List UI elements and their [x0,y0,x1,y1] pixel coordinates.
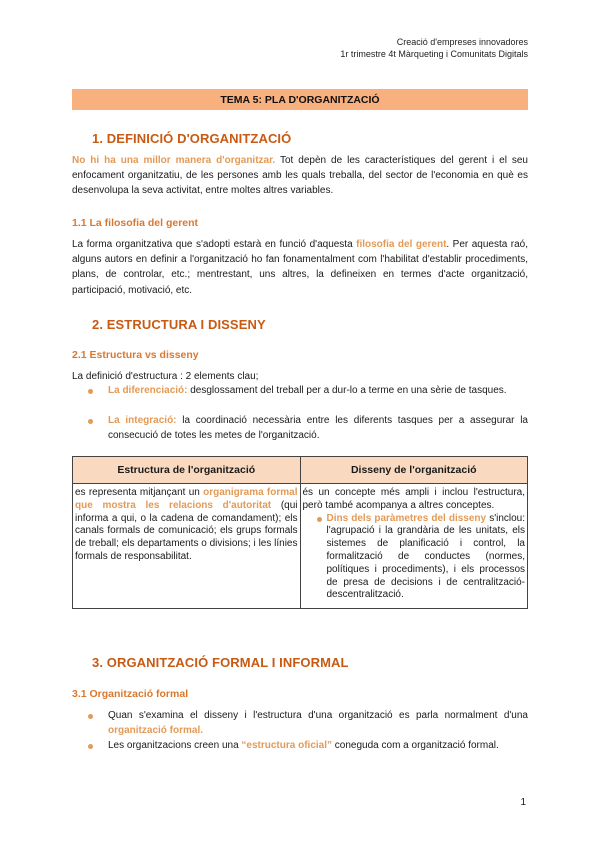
section-1-paragraph [72,153,528,199]
text: la coordinació necessària entre les diferents tasques per a assegurar la consecució de totes les metes de l'organització. [108,415,528,441]
bullet-icon [317,517,322,522]
text: desglossament del treball per a dur-lo a terme en una sèrie de tasques. [187,385,507,396]
highlight: organigrama formal que mostra les relacions d'autoritat [75,487,298,511]
header-term: 1r trimestre 4t Màrqueting i Comunitats Digitals [340,49,528,59]
section-2-title: 2. ESTRUCTURA I DISSENY [92,317,266,332]
bullet-icon [88,714,93,719]
subsection-1-1-title: 1.1 La filosofia del gerent [72,217,199,229]
text: Tot depèn de les característiques del gerent i el seu enfocament organitzatiu, de les persones amb les quals treballa, del sector de l'economia en què es desenvolupa la seva activitat, entre moltes altres variables. [72,155,528,197]
text: . Per aquesta raó, alguns autors en definir a l'organització ho fan fonamentalment com l'habilitat d'establir procediments, plans, de controlar, etc.; mentrestant, uns altres, la defineixen en termes d'acte organització, participació, motivació, etc. [72,239,528,296]
highlight: La diferenciació: [108,385,188,396]
highlight: “estructura oficial” [241,740,333,751]
page-number: 1 [520,797,526,808]
structure-design-table [72,456,528,609]
bullet-icon [88,744,93,749]
table-cell-structure [73,484,301,609]
section-3-title: 3. ORGANITZACIÓ FORMAL I INFORMAL [92,655,349,670]
text: Quan s'examina el disseny i l'estructura d'una organització es parla normalment d'una [108,710,528,721]
list-item-integration [90,414,528,443]
definition-intro: La definició d'estructura : 2 elements clau; [72,371,259,382]
list-item-official-structure [90,739,528,754]
list-item-design-parameters [327,513,526,603]
text: és un concepte més ampli i inclou l'estructura, però també acompanya a altres conceptes. [302,487,525,511]
list-item-differentiation [90,384,528,399]
highlight: La integració: [108,415,177,426]
highlight: No hi ha una millor manera d'organitzar. [72,155,276,166]
highlight: filosofia del gerent [356,239,447,250]
header-course: Creació d'empreses innovadores [396,37,528,47]
section-1-title: 1. DEFINICIÓ D'ORGANITZACIÓ [92,131,292,146]
list-item-formal-org [90,709,528,738]
text: (qui informa a qui, o la cadena de comandament); els canals formals de comunicació; els grups formals de treball; els departaments o divisions; i les línies formals de responsabilitat. [75,499,298,562]
subsection-3-1-title: 3.1 Organització formal [72,688,189,700]
bullet-icon [88,419,93,424]
text: es representa mitjançant un [75,487,204,498]
table-cell-design [300,484,528,609]
text: Les organitzacions creen una [108,740,242,751]
bullet-icon [88,389,93,394]
text: s'inclou: l'agrupació i la grandària de les unitats, els sistemes de planificació i control, la formalització de conductes (normes, polítiques i procediments), i els processos de presa de decisions i de centralització-descentralització. [326,512,526,601]
highlight: organització formal. [108,724,204,736]
text: La forma organitzativa que s'adopti estarà en funció d'aquesta [72,239,357,250]
subsection-2-1-title: 2.1 Estructura vs disseny [72,349,199,361]
topic-banner: TEMA 5: PLA D'ORGANITZACIÓ [72,89,528,110]
table-header-design: Disseny de l'organització [300,457,528,484]
highlight: Dins dels paràmetres del disseny [326,512,487,524]
subsection-1-1-paragraph [72,237,528,298]
table-header-structure: Estructura de l'organització [73,457,301,484]
text: coneguda com a organització formal. [332,740,499,751]
